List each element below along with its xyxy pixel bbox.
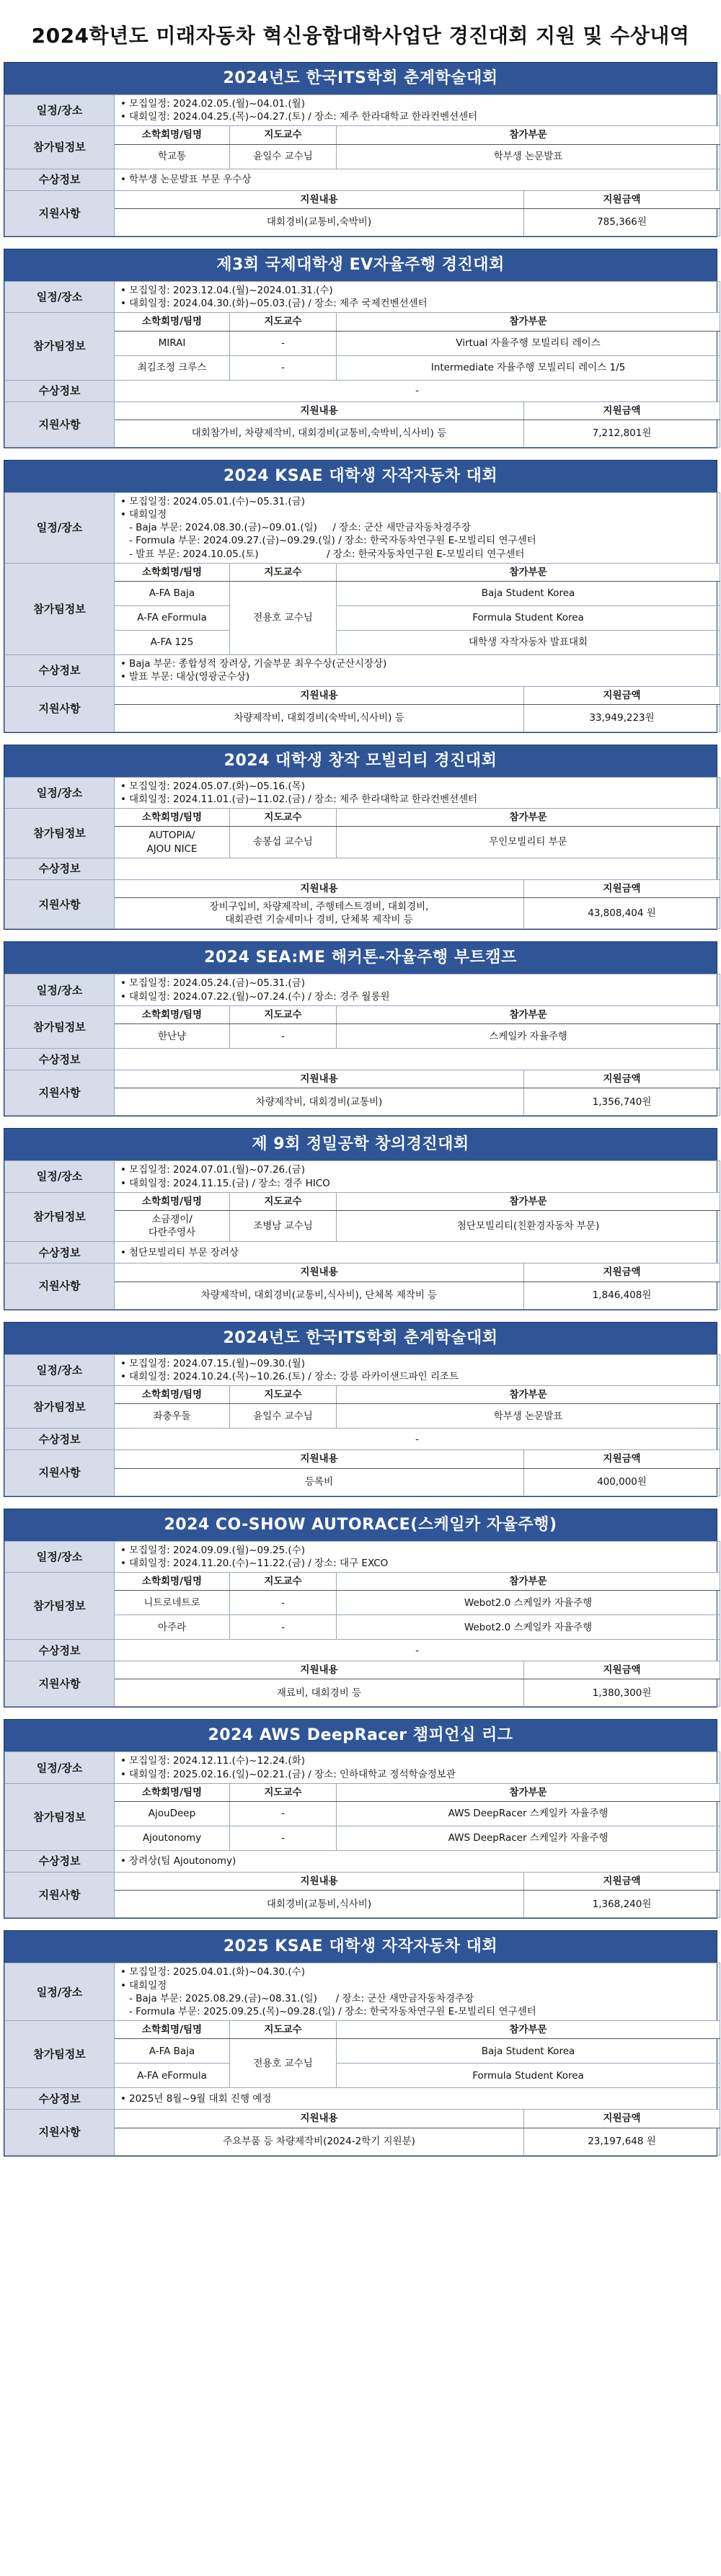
team-label: 참가팀정보 (5, 1783, 115, 1850)
support-label: 지원사항 (5, 190, 115, 236)
col-amount-header: 지원금액 (524, 1873, 720, 1891)
support-label: 지원사항 (5, 1450, 115, 1496)
support-content: 주요부품 등 차량제작비(2024-2학기 지원분) (115, 2128, 524, 2155)
award-value: - (115, 1429, 720, 1450)
col-content-header: 지원내용 (115, 879, 524, 897)
team-part: Intermediate 자율주행 모빌리티 레이스 1/5 (337, 355, 720, 380)
team-header-row (5, 1783, 720, 1801)
award-label: 수상정보 (5, 858, 115, 879)
team-name: A-FA eFormula (115, 606, 230, 631)
bullet-item: • 대회일정: 2024.07.22.(월)~07.24.(수) / 장소: 경주 월롱원 (129, 990, 715, 1003)
schedule-label: 일정/장소 (5, 974, 115, 1005)
award-row (5, 655, 720, 686)
award-row (5, 380, 720, 401)
schedule-row (5, 281, 720, 312)
bullet-item: • 모집일정: 2024.05.24.(금)~05.31.(금) (129, 977, 715, 990)
schedule-row (5, 1541, 720, 1572)
support-label: 지원사항 (5, 1263, 115, 1309)
col-team-header: 소학회명/팀명 (115, 1572, 230, 1590)
schedule-row (5, 492, 720, 563)
support-content: 대회경비(교통비,식사비) (115, 1891, 524, 1918)
team-name: A-FA eFormula (115, 2064, 230, 2088)
team-name: A-FA Baja (115, 582, 230, 606)
competition-block (4, 1930, 717, 2156)
col-prof-header: 지도교수 (230, 1572, 337, 1590)
support-header-row (5, 879, 720, 897)
col-team-header: 소학회명/팀명 (115, 1192, 230, 1210)
competition-title: 제 9회 정밀공학 창의경진대회 (4, 1129, 717, 1160)
team-prof: 조병남 교수님 (230, 1211, 337, 1242)
schedule-list (119, 1357, 715, 1383)
schedule-row (5, 974, 720, 1005)
col-part-header: 참가부문 (337, 563, 720, 581)
team-name: MIRAI (115, 331, 230, 355)
col-prof-header: 지도교수 (230, 1386, 337, 1404)
team-header-row (5, 1005, 720, 1023)
schedule-label: 일정/장소 (5, 492, 115, 563)
team-name: Ajoutonomy (115, 1826, 230, 1851)
support-content: 장비구입비, 차량제작비, 주행테스트경비, 대회경비, 대회관련 기술세미나 경비, 단체복 제작비 등 (115, 898, 524, 929)
schedule-value (115, 1354, 720, 1385)
competition-title: 제3회 국제대학생 EV자율주행 경진대회 (4, 249, 717, 281)
support-header-row (5, 686, 720, 704)
competition-block (4, 1128, 717, 1310)
bullet-item: • 대회일정: 2024.11.20.(수)~11.22.(금) / 장소: 대구 EXCO (129, 1557, 715, 1570)
team-part: Formula Student Korea (337, 2064, 720, 2088)
col-amount-header: 지원금액 (524, 686, 720, 704)
bullet-item: • 대회일정: 2024.04.30.(화)~05.03.(금) / 장소: 제주 국제컨벤션센터 (129, 297, 715, 310)
award-value: - (115, 1640, 720, 1661)
team-label: 참가팀정보 (5, 1572, 115, 1639)
col-content-header: 지원내용 (115, 1661, 524, 1679)
team-name: 니트로네트로 (115, 1591, 230, 1615)
team-prof: - (230, 1024, 337, 1049)
award-row (5, 2088, 720, 2110)
team-name: 소금쟁이/ 다란주영사 (115, 1211, 230, 1242)
col-team-header: 소학회명/팀명 (115, 1005, 230, 1023)
col-part-header: 참가부문 (337, 1192, 720, 1210)
col-part-header: 참가부문 (337, 809, 720, 827)
col-part-header: 참가부문 (337, 126, 720, 144)
team-prof: 전용호 교수님 (230, 2039, 337, 2088)
bullet-item: • 모집일정: 2024.07.15.(월)~09.30.(월) (129, 1357, 715, 1370)
competition-title: 2024년도 한국ITS학회 춘계학술대회 (4, 1323, 717, 1354)
col-amount-header: 지원금액 (524, 1450, 720, 1468)
schedule-list (119, 977, 715, 1003)
support-label: 지원사항 (5, 686, 115, 732)
schedule-list (119, 284, 715, 310)
col-part-header: 참가부문 (337, 1783, 720, 1801)
bullet-item: • 모집일정: 2024.05.01.(수)~05.31.(금) (129, 495, 715, 508)
schedule-label: 일정/장소 (5, 1541, 115, 1572)
team-part: Baja Student Korea (337, 582, 720, 606)
team-prof: 윤일수 교수님 (230, 144, 337, 169)
team-label: 참가팀정보 (5, 313, 115, 380)
col-part-header: 참가부문 (337, 313, 720, 331)
schedule-value (115, 1161, 720, 1192)
competition-block (4, 1719, 717, 1919)
team-label: 참가팀정보 (5, 126, 115, 169)
col-amount-header: 지원금액 (524, 2110, 720, 2128)
bullet-item: • 첨단모빌리티 부문 장려상 (129, 1246, 715, 1259)
schedule-sub-list (119, 1992, 715, 2018)
award-label: 수상정보 (5, 655, 115, 686)
col-amount-header: 지원금액 (524, 1661, 720, 1679)
schedule-value (115, 974, 720, 1005)
col-amount-header: 지원금액 (524, 190, 720, 208)
col-content-header: 지원내용 (115, 1873, 524, 1891)
competition-table (4, 492, 720, 732)
support-amount: 1,846,408원 (524, 1282, 720, 1309)
col-prof-header: 지도교수 (230, 313, 337, 331)
bullet-item: • 발표 부문: 대상(영광군수상) (129, 670, 715, 683)
team-name: A-FA Baja (115, 2039, 230, 2064)
schedule-row (5, 1752, 720, 1783)
award-list (119, 173, 715, 186)
support-amount: 1,368,240원 (524, 1891, 720, 1918)
support-label: 지원사항 (5, 1661, 115, 1707)
team-name: A-FA 125 (115, 631, 230, 655)
schedule-label: 일정/장소 (5, 777, 115, 808)
team-prof: 윤일수 교수님 (230, 1404, 337, 1429)
support-content: 등록비 (115, 1468, 524, 1496)
competition-table (4, 1160, 720, 1309)
schedule-sub-item: - 발표 부문: 2024.10.05.(토) / 장소: 한국자동차연구원 E-모빌리티 연구센터 (129, 548, 525, 560)
award-value (115, 858, 720, 879)
team-name: 아주라 (115, 1615, 230, 1640)
schedule-list (119, 1544, 715, 1570)
bullet-item: • Baja 부문: 종합성적 장려상, 기술부문 최우수상(군산시장상) (129, 657, 715, 670)
page-title: 2024학년도 미래자동차 혁신융합대학사업단 경진대회 지원 및 수상내역 (31, 24, 690, 48)
competition-title: 2024 KSAE 대학생 자작자동차 대회 (4, 461, 717, 492)
competition-table (4, 1751, 720, 1918)
award-value (115, 2088, 720, 2110)
support-label: 지원사항 (5, 401, 115, 447)
support-header-row (5, 1450, 720, 1468)
col-content-header: 지원내용 (115, 190, 524, 208)
award-label: 수상정보 (5, 1049, 115, 1070)
competition-table (4, 1963, 720, 2155)
col-prof-header: 지도교수 (230, 563, 337, 581)
award-value (115, 1851, 720, 1873)
award-list (119, 2092, 715, 2105)
award-value: - (115, 380, 720, 401)
bullet-item: • 대회일정: 2024.10.24.(목)~10.26.(토) / 장소: 강릉 라카이샌드파인 리조트 (129, 1370, 715, 1383)
team-part: 스케일카 자율주행 (337, 1024, 720, 1049)
team-name: 최김조정 크루스 (115, 355, 230, 380)
award-list (119, 657, 715, 683)
team-prof: - (230, 1826, 337, 1851)
award-row (5, 1429, 720, 1450)
support-content: 재료비, 대회경비 등 (115, 1679, 524, 1707)
team-label: 참가팀정보 (5, 1386, 115, 1429)
competition-list (0, 62, 721, 2175)
schedule-row (5, 1963, 720, 2021)
team-part: Webot2.0 스케일카 자율주행 (337, 1591, 720, 1615)
col-part-header: 참가부문 (337, 1386, 720, 1404)
team-prof: - (230, 1802, 337, 1826)
award-row (5, 1851, 720, 1873)
team-name: 학교통 (115, 144, 230, 169)
competition-block (4, 745, 717, 931)
award-label: 수상정보 (5, 1851, 115, 1873)
team-name: AUTOPIA/ AJOU NICE (115, 827, 230, 858)
team-part: 첨단모빌리티(친환경자동차 부문) (337, 1211, 720, 1242)
col-prof-header: 지도교수 (230, 1005, 337, 1023)
team-part: Baja Student Korea (337, 2039, 720, 2064)
award-label: 수상정보 (5, 1429, 115, 1450)
support-content: 차량제작비, 대회경비(교통비) (115, 1088, 524, 1116)
team-part: AWS DeepRacer 스케일카 자율주행 (337, 1826, 720, 1851)
col-prof-header: 지도교수 (230, 1783, 337, 1801)
support-content: 대회경비(교통비,숙박비) (115, 208, 524, 236)
team-name: 한난냥 (115, 1024, 230, 1049)
support-amount: 1,380,300원 (524, 1679, 720, 1707)
schedule-list (119, 780, 715, 806)
competition-table (4, 94, 720, 236)
award-value (115, 1242, 720, 1263)
team-name: AjouDeep (115, 1802, 230, 1826)
team-part: 학부생 논문발표 (337, 1404, 720, 1429)
bullet-item: • 모집일정: 2024.07.01.(월)~07.26.(금) (129, 1163, 715, 1176)
competition-block (4, 249, 717, 448)
award-label: 수상정보 (5, 380, 115, 401)
award-label: 수상정보 (5, 2088, 115, 2110)
support-amount: 43,808,404 원 (524, 898, 720, 929)
team-label: 참가팀정보 (5, 2021, 115, 2088)
award-value (115, 655, 720, 686)
team-part: Virtual 자율주행 모빌리티 레이스 (337, 331, 720, 355)
award-value (115, 1049, 720, 1070)
col-team-header: 소학회명/팀명 (115, 809, 230, 827)
team-header-row (5, 563, 720, 581)
competition-title: 2024년도 한국ITS학회 춘계학술대회 (4, 63, 717, 94)
schedule-value (115, 1963, 720, 2021)
col-prof-header: 지도교수 (230, 809, 337, 827)
col-team-header: 소학회명/팀명 (115, 1386, 230, 1404)
col-prof-header: 지도교수 (230, 2021, 337, 2039)
bullet-item: • 모집일정: 2023.12.04.(월)~2024.01.31.(수) (129, 284, 715, 297)
col-team-header: 소학회명/팀명 (115, 2021, 230, 2039)
bullet-item: • 대회일정: 2024.04.25.(목)~04.27.(토) / 장소: 제주 한라대학교 한라컨벤션센터 (129, 110, 715, 123)
team-prof: - (230, 1615, 337, 1640)
support-header-row (5, 1263, 720, 1282)
col-amount-header: 지원금액 (524, 1263, 720, 1282)
col-content-header: 지원내용 (115, 1450, 524, 1468)
schedule-list (119, 97, 715, 123)
schedule-sub-item: - Formula 부문: 2024.09.27.(금)~09.29.(일) / 장소: 한국자동차연구원 E-모빌리티 연구센터 (129, 535, 536, 547)
col-part-header: 참가부문 (337, 2021, 720, 2039)
support-label: 지원사항 (5, 879, 115, 929)
team-label: 참가팀정보 (5, 1192, 115, 1242)
competition-table (4, 974, 720, 1116)
team-label: 참가팀정보 (5, 809, 115, 858)
competition-title: 2025 KSAE 대학생 자작자동차 대회 (4, 1931, 717, 1963)
team-header-row (5, 1192, 720, 1210)
competition-table (4, 1354, 720, 1496)
competition-title: 2024 SEA:ME 해커톤-자율주행 부트캠프 (4, 942, 717, 974)
bullet-item: • 모집일정: 2024.09.09.(월)~09.25.(수) (129, 1544, 715, 1557)
schedule-label: 일정/장소 (5, 1752, 115, 1783)
bullet-item: • 대회일정 (129, 1979, 715, 1992)
team-header-row (5, 1386, 720, 1404)
bullet-item: • 모집일정: 2025.04.01.(화)~04.30.(수) (129, 1966, 715, 1978)
bullet-item: • 대회일정: 2024.11.15.(금) / 장소: 경주 HICO (129, 1177, 715, 1190)
col-content-header: 지원내용 (115, 1263, 524, 1282)
schedule-list (119, 495, 715, 521)
col-content-header: 지원내용 (115, 401, 524, 419)
team-part: 무인모빌리티 부문 (337, 827, 720, 858)
support-header-row (5, 1661, 720, 1679)
team-prof: - (230, 331, 337, 355)
team-header-row (5, 313, 720, 331)
team-part: Formula Student Korea (337, 606, 720, 631)
team-part: AWS DeepRacer 스케일카 자율주행 (337, 1802, 720, 1826)
support-header-row (5, 401, 720, 419)
support-header-row (5, 2110, 720, 2128)
schedule-label: 일정/장소 (5, 1963, 115, 2021)
competition-block (4, 1322, 717, 1497)
support-amount: 785,366원 (524, 208, 720, 236)
support-header-row (5, 1070, 720, 1088)
team-label: 참가팀정보 (5, 563, 115, 654)
competition-title: 2024 대학생 창작 모빌리티 경진대회 (4, 745, 717, 777)
schedule-label: 일정/장소 (5, 95, 115, 126)
team-header-row (5, 1572, 720, 1590)
schedule-value (115, 281, 720, 312)
award-label: 수상정보 (5, 169, 115, 190)
schedule-sub-item: - Formula 부문: 2025.09.25.(목)~09.28.(일) / 장소: 한국자동차연구원 E-모빌리티 연구센터 (129, 2005, 536, 2017)
award-value (115, 169, 720, 190)
bullet-item: • 학부생 논문발표 부문 우수상 (129, 173, 715, 186)
bullet-item: • 대회일정: 2025.02.16.(일)~02.21.(금) / 장소: 인하대학교 정석학술정보관 (129, 1768, 715, 1781)
award-row (5, 169, 720, 190)
team-header-row (5, 126, 720, 144)
team-prof: 전용호 교수님 (230, 582, 337, 655)
competition-block (4, 460, 717, 733)
competition-block (4, 941, 717, 1116)
schedule-list (119, 1754, 715, 1780)
schedule-value (115, 777, 720, 808)
team-prof: - (230, 1591, 337, 1615)
competition-title: 2024 CO-SHOW AUTORACE(스케일카 자율주행) (4, 1509, 717, 1541)
schedule-value (115, 492, 720, 563)
team-part: 대학생 자작자동차 발표대회 (337, 631, 720, 655)
col-team-header: 소학회명/팀명 (115, 313, 230, 331)
schedule-sub-list (119, 521, 715, 561)
team-part: 학부생 논문발표 (337, 144, 720, 169)
schedule-row (5, 777, 720, 808)
bullet-item: • 모집일정: 2024.12.11.(수)~12.24.(화) (129, 1754, 715, 1767)
col-team-header: 소학회명/팀명 (115, 563, 230, 581)
support-amount: 1,356,740원 (524, 1088, 720, 1116)
col-part-header: 참가부문 (337, 1572, 720, 1590)
col-content-header: 지원내용 (115, 686, 524, 704)
schedule-row (5, 1354, 720, 1385)
support-label: 지원사항 (5, 1070, 115, 1116)
award-label: 수상정보 (5, 1242, 115, 1263)
col-amount-header: 지원금액 (524, 1070, 720, 1088)
competition-table (4, 777, 720, 930)
award-row (5, 858, 720, 879)
support-amount: 7,212,801원 (524, 419, 720, 447)
team-label: 참가팀정보 (5, 1005, 115, 1048)
support-label: 지원사항 (5, 1873, 115, 1918)
award-row (5, 1640, 720, 1661)
competition-block (4, 1509, 717, 1708)
bullet-item: • 모집일정: 2024.02.05.(월)~04.01.(월) (129, 97, 715, 110)
award-label: 수상정보 (5, 1640, 115, 1661)
team-header-row (5, 2021, 720, 2039)
col-amount-header: 지원금액 (524, 879, 720, 897)
schedule-label: 일정/장소 (5, 1161, 115, 1192)
col-content-header: 지원내용 (115, 2110, 524, 2128)
competition-title: 2024 AWS DeepRacer 챔피언십 리그 (4, 1720, 717, 1751)
competition-table (4, 1541, 720, 1707)
support-header-row (5, 190, 720, 208)
support-content: 대회참가비, 차량제작비, 대회경비(교통비,숙박비,식사비) 등 (115, 419, 524, 447)
bullet-item: • 모집일정: 2024.05.07.(화)~05.16.(목) (129, 780, 715, 793)
team-header-row (5, 809, 720, 827)
schedule-value (115, 1541, 720, 1572)
col-content-header: 지원내용 (115, 1070, 524, 1088)
schedule-sub-item: - Baja 부문: 2024.08.30.(금)~09.01.(일) / 장소: 군산 새만금자동차경주장 (129, 522, 471, 534)
schedule-label: 일정/장소 (5, 1354, 115, 1385)
col-team-header: 소학회명/팀명 (115, 126, 230, 144)
support-header-row (5, 1873, 720, 1891)
bullet-item: • 장려상(팀 Ajoutonomy) (129, 1855, 715, 1867)
competition-block (4, 62, 717, 237)
schedule-label: 일정/장소 (5, 281, 115, 312)
col-prof-header: 지도교수 (230, 126, 337, 144)
team-prof: - (230, 355, 337, 380)
team-part: Webot2.0 스케일카 자율주행 (337, 1615, 720, 1640)
schedule-value (115, 1752, 720, 1783)
award-row (5, 1049, 720, 1070)
support-amount: 400,000원 (524, 1468, 720, 1496)
col-part-header: 참가부문 (337, 1005, 720, 1023)
support-amount: 23,197,648 원 (524, 2128, 720, 2155)
col-amount-header: 지원금액 (524, 401, 720, 419)
col-prof-header: 지도교수 (230, 1192, 337, 1210)
bullet-item: • 대회일정: 2024.11.01.(금)~11.02.(금) / 장소: 제주 한라대학교 한라컨벤션센터 (129, 793, 715, 806)
col-team-header: 소학회명/팀명 (115, 1783, 230, 1801)
schedule-value (115, 95, 720, 126)
award-list (119, 1855, 715, 1867)
schedule-row (5, 95, 720, 126)
schedule-row (5, 1161, 720, 1192)
support-content: 차량제작비, 대회경비(숙박비,식사비) 등 (115, 704, 524, 732)
schedule-sub-item: - Baja 부문: 2025.08.29.(금)~08.31.(일) / 장소: 군산 새만금자동차경주장 (129, 1992, 474, 2004)
schedule-list (119, 1163, 715, 1189)
support-label: 지원사항 (5, 2110, 115, 2155)
team-prof: 송봉섭 교수님 (230, 827, 337, 858)
award-list (119, 1246, 715, 1259)
support-content: 차량제작비, 대회경비(교통비,식사비), 단체복 제작비 등 (115, 1282, 524, 1309)
bullet-item: • 대회일정 (129, 508, 715, 521)
award-row (5, 1242, 720, 1263)
support-amount: 33,949,223원 (524, 704, 720, 732)
schedule-list (119, 1966, 715, 1991)
team-name: 좌충우돌 (115, 1404, 230, 1429)
competition-table (4, 281, 720, 448)
bullet-item: • 2025년 8월~9월 대회 진행 예정 (129, 2092, 715, 2105)
